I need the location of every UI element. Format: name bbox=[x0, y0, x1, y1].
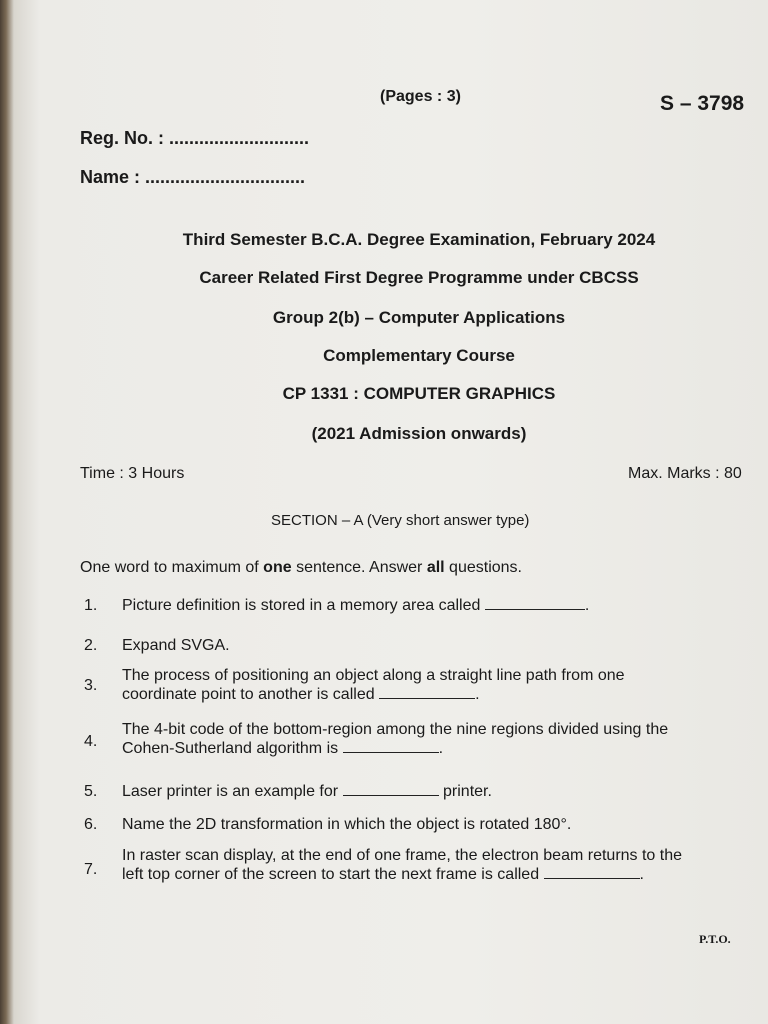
max-marks: Max. Marks : 80 bbox=[628, 465, 742, 482]
question-text: Name the 2D transformation in which the object is rotated 180°. bbox=[122, 816, 572, 833]
group-title: Group 2(b) – Computer Applications bbox=[272, 308, 566, 327]
answer-blank bbox=[343, 742, 439, 753]
question-number: 5. bbox=[84, 783, 98, 800]
answer-blank bbox=[485, 599, 585, 610]
question-text: Expand SVGA. bbox=[122, 637, 230, 654]
programme-title: Career Related First Degree Programme under CBCSS bbox=[199, 268, 639, 287]
question-number: 2. bbox=[84, 637, 98, 654]
section-instruction: One word to maximum of one sentence. Answer all questions. bbox=[80, 559, 522, 576]
please-turn-over: P.T.O. bbox=[699, 932, 731, 946]
question-text: In raster scan display, at the end of one frame, the electron beam returns to the left top corner of the screen to start the next frame is called . bbox=[122, 847, 683, 883]
course-type: Complementary Course bbox=[323, 346, 515, 365]
question-text: Picture definition is stored in a memory area called . bbox=[122, 597, 590, 614]
name-field: Name : ................................ bbox=[80, 167, 306, 187]
question-number: 1. bbox=[84, 597, 98, 614]
question-number: 4. bbox=[84, 733, 98, 750]
question-text: Laser printer is an example for printer. bbox=[122, 783, 492, 800]
question-number: 7. bbox=[84, 861, 98, 878]
answer-blank bbox=[343, 785, 439, 796]
answer-blank bbox=[379, 688, 475, 699]
question-text: The 4-bit code of the bottom-region among the nine regions divided using the Cohen-Sutherland algorithm is . bbox=[122, 721, 669, 757]
course-code-title: CP 1331 : COMPUTER GRAPHICS bbox=[282, 384, 556, 403]
question-number: 6. bbox=[84, 816, 98, 833]
exam-title: Third Semester B.C.A. Degree Examination, February 2024 bbox=[182, 230, 656, 249]
reg-no-field: Reg. No. : ............................ bbox=[80, 128, 310, 148]
section-title: SECTION – A (Very short answer type) bbox=[271, 512, 530, 529]
exam-time: Time : 3 Hours bbox=[80, 465, 185, 482]
page-count: (Pages : 3) bbox=[380, 88, 461, 105]
admission-note: (2021 Admission onwards) bbox=[311, 424, 527, 443]
paper-code: S – 3798 bbox=[660, 92, 745, 115]
question-text: The process of positioning an object along a straight line path from one coordinate point to another is called . bbox=[122, 667, 625, 703]
question-number: 3. bbox=[84, 677, 98, 694]
answer-blank bbox=[544, 868, 640, 879]
